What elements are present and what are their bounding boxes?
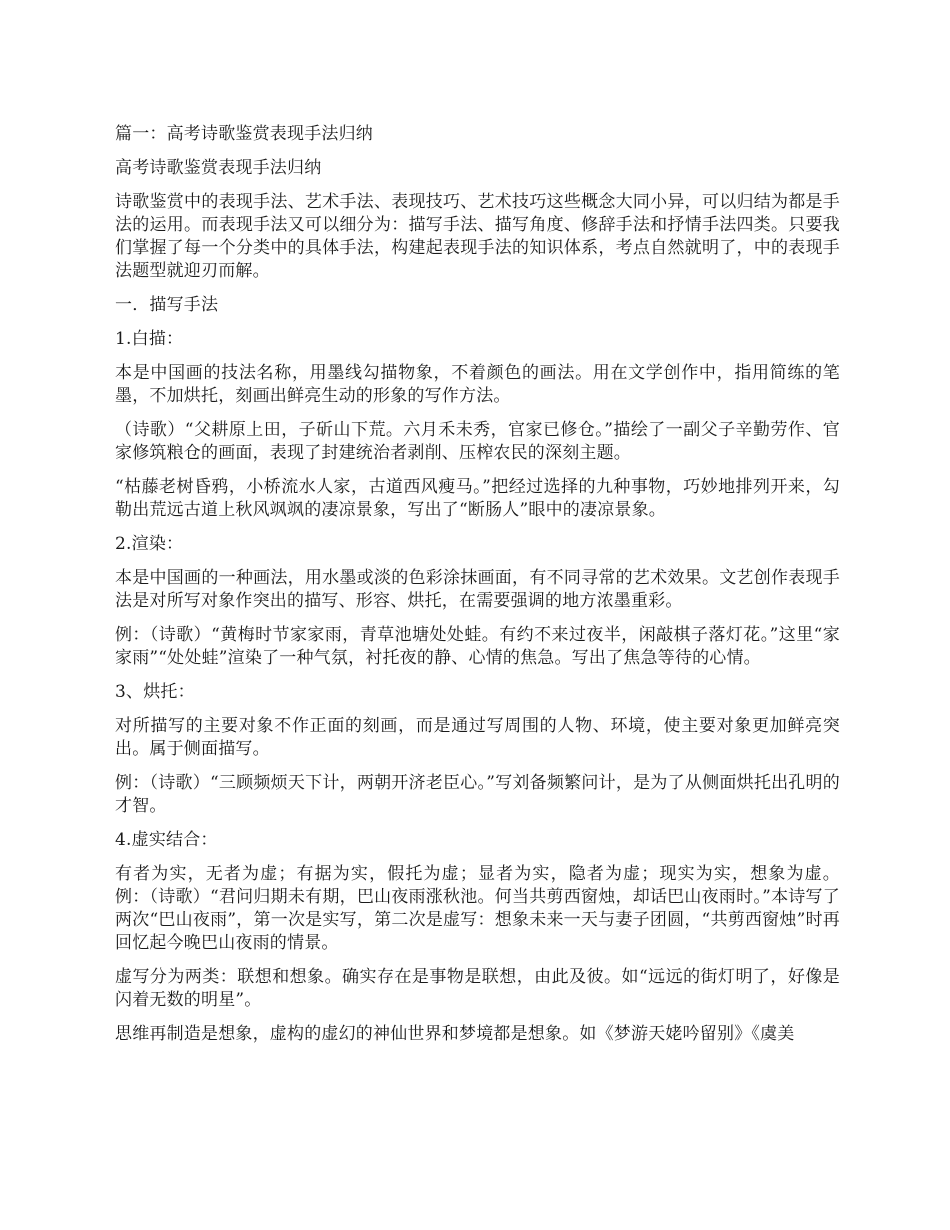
subheading-hongtuo: 3、烘托： [115, 682, 195, 702]
paragraph-baimiao-definition: 本是中国画的技法名称，用墨线勾描物象，不着颜色的画法。用在文学创作中，指用简练的笔墨，不加烘托，刻画出鲜亮生动的形象的写作方法。 [115, 363, 840, 406]
heading-description-techniques: 一．描写手法 [115, 295, 219, 315]
document-title: 高考诗歌鉴赏表现手法归纳 [115, 158, 322, 178]
paragraph-xuanran-example: 例：（诗歌）“黄梅时节家家雨，青草池塘处处蛙。有约不来过夜半，闲敲棋子落灯花。”这里“家家雨”“处处蛙”渲染了一种气氛，衬托夜的静、心情的焦急。写出了焦急等待的心情。 [115, 625, 840, 668]
paragraph-xuxie-types: 虚写分为两类：联想和想象。确实存在是事物是联想，由此及彼。如“远远的街灯明了，好像是闪着无数的明星”。 [115, 967, 840, 1010]
paragraph-hongtuo-example: 例：（诗歌）“三顾频烦天下计，两朝开济老臣心。”写刘备频繁问计，是为了从侧面烘托出孔明的才智。 [115, 773, 840, 816]
paragraph-baimiao-example-1: （诗歌）“父耕原上田，子斫山下荒。六月禾未秀，官家已修仓。”描绘了一副父子辛勤劳作、官家修筑粮仓的画面，表现了封建统治者剥削、压榨农民的深刻主题。 [115, 420, 840, 463]
paragraph-xushi-definition: 有者为实，无者为虚；有据为实，假托为虚；显者为实，隐者为虚；现实为实，想象为虚。 例：（诗歌）“君问归期未有期，巴山夜雨涨秋池。何当共剪西窗烛，却话巴山夜雨时。”本诗写了两次“巴山夜雨”，第一次是实写，第二次是虚写：想象未来一天与妻子团圆，“共剪西窗烛”时再回忆起今晚巴山夜雨的情景。 [115, 864, 840, 953]
intro-paragraph: 诗歌鉴赏中的表现手法、艺术手法、表现技巧、艺术技巧这些概念大同小异，可以归结为都是手法的运用。而表现手法又可以细分为：描写手法、描写角度、修辞手法和抒情手法四类。只要我们掌握了每一个分类中的具体手法，构建起表现手法的知识体系，考点自然就明了，中的表现手法题型就迎刃而解。 [115, 192, 840, 281]
subheading-xushi: 4.虚实结合： [115, 830, 218, 850]
paragraph-xuanran-definition: 本是中国画的一种画法，用水墨或淡的色彩涂抹画面，有不同寻常的艺术效果。文艺创作表现手法是对所写对象作突出的描写、形容、烘托，在需要强调的地方浓墨重彩。 [115, 568, 840, 611]
document-body [115, 123, 840, 1057]
subheading-baimiao: 1.白描： [115, 329, 184, 349]
paragraph-imagination: 思维再制造是想象，虚构的虚幻的神仙世界和梦境都是想象。如《梦游天姥吟留别》《虞美 [115, 1024, 795, 1044]
paragraph-hongtuo-definition: 对所描写的主要对象不作正面的刻画，而是通过写周围的人物、环境，使主要对象更加鲜亮突出。属于侧面描写。 [115, 716, 840, 759]
section-title: 篇一：高考诗歌鉴赏表现手法归纳 [115, 124, 373, 144]
paragraph-baimiao-example-2: “枯藤老树昏鸦，小桥流水人家，古道西风瘦马。”把经过选择的九种事物，巧妙地排列开来，勾勒出荒远古道上秋风飒飒的凄凉景象，写出了“断肠人”眼中的凄凉景象。 [115, 477, 840, 520]
subheading-xuanran: 2.渲染： [115, 534, 184, 554]
